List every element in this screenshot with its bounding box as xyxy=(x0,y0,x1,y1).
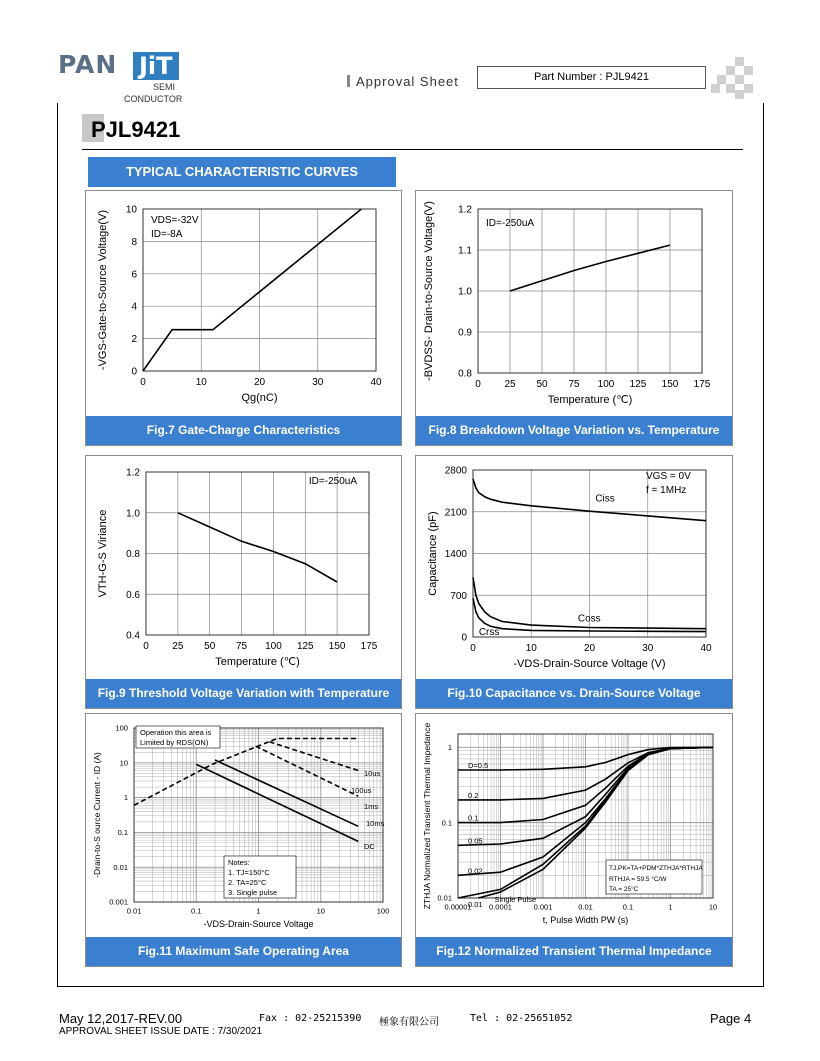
x-tick-label: 75 xyxy=(236,641,248,652)
fig7-caption: Fig.7 Gate-Charge Characteristics xyxy=(86,416,401,445)
series-label: 10ms xyxy=(366,819,385,828)
fig10-capacitance-chart xyxy=(416,456,732,679)
annotation: ID=-250uA xyxy=(486,218,535,229)
x-tick-label: 125 xyxy=(629,379,647,390)
annotation: ID=-250uA xyxy=(308,476,357,487)
y-axis-label: -BVDSS- Drain-to-Source Voltage(V) xyxy=(423,201,435,381)
x-tick-label: 0.0001 xyxy=(489,902,512,912)
x-tick-label: 75 xyxy=(568,379,580,390)
x-tick-label: 50 xyxy=(204,641,216,652)
annotation: 1. TJ=150°C xyxy=(228,868,270,877)
x-tick-label: 0.01 xyxy=(126,906,142,916)
x-tick-label: 0 xyxy=(475,379,481,390)
y-tick-label: 0.001 xyxy=(109,897,128,907)
y-tick-label: 10 xyxy=(119,758,128,768)
fig8-panel xyxy=(415,190,733,446)
x-tick-label: 100 xyxy=(597,379,615,390)
y-tick-label: 0 xyxy=(461,632,467,644)
x-tick-label: 25 xyxy=(172,641,184,652)
x-axis-label: Temperature (℃) xyxy=(547,394,633,406)
x-tick-label: 0.00001 xyxy=(444,902,472,912)
x-tick-label: 0.1 xyxy=(191,906,202,916)
x-tick-label: 125 xyxy=(296,641,314,652)
approval-sheet-label: Approval Sheet xyxy=(347,74,459,89)
fig10-caption: Fig.10 Capacitance vs. Drain-Source Voltage xyxy=(416,679,732,708)
x-tick-label: 100 xyxy=(265,641,282,652)
y-tick-label: 0.6 xyxy=(126,589,140,601)
y-tick-label: 1.2 xyxy=(458,204,472,216)
fig10-panel xyxy=(415,455,733,709)
x-tick-label: 0 xyxy=(470,643,476,654)
footer-page-number: Page 4 xyxy=(710,1011,752,1026)
series-label: 100us xyxy=(351,786,372,795)
series-label: 0.1 xyxy=(468,813,479,823)
series-label: 0.05 xyxy=(468,836,483,846)
y-tick-label: 0.8 xyxy=(126,549,140,560)
y-tick-label: 0 xyxy=(131,366,137,378)
series-label: Crss xyxy=(478,627,500,639)
y-tick-label: 1.0 xyxy=(458,286,472,298)
y-tick-label: 6 xyxy=(131,269,137,281)
x-tick-label: 1 xyxy=(668,902,673,912)
x-tick-label: 20 xyxy=(253,377,266,388)
x-tick-label: 20 xyxy=(583,643,596,654)
annotation: TA = 25°C xyxy=(609,886,639,893)
y-tick-label: 1 xyxy=(447,742,452,752)
x-tick-label: 1 xyxy=(256,906,261,916)
x-tick-label: 0.01 xyxy=(578,902,593,912)
x-tick-label: 30 xyxy=(642,643,654,654)
y-tick-label: 10 xyxy=(125,204,137,216)
series-label: Single Pulse xyxy=(494,895,537,904)
fig9-panel xyxy=(85,455,402,709)
y-tick-label: 0.1 xyxy=(117,828,128,838)
series-line xyxy=(510,245,670,291)
footer-fax: Fax : 02-25215390 xyxy=(259,1013,362,1024)
y-tick-label: 0.9 xyxy=(458,327,472,339)
logo-conductor: CONDUCTOR xyxy=(124,94,183,104)
y-tick-label: 2800 xyxy=(444,465,467,477)
annotation: 3. Single pulse xyxy=(228,888,278,897)
series-line xyxy=(134,739,358,806)
fig12-caption: Fig.12 Normalized Transient Thermal Impedance xyxy=(416,937,732,966)
fig11-caption: Fig.11 Maximum Safe Operating Area xyxy=(86,937,401,966)
fig9-caption: Fig.9 Threshold Voltage Variation with Temperature xyxy=(86,679,401,708)
checker-decoration xyxy=(711,57,753,99)
series-label: DC xyxy=(364,842,375,851)
annotation: RTHJA = 59.5 °C/W xyxy=(609,876,667,883)
x-tick-label: 175 xyxy=(360,641,378,652)
y-tick-label: 1.2 xyxy=(126,467,140,479)
fig8-caption: Fig.8 Breakdown Voltage Variation vs. Temperature xyxy=(416,416,732,445)
x-axis-label: Qg(nC) xyxy=(241,392,278,404)
y-tick-label: 8 xyxy=(131,236,137,248)
fig7-gate-charge-chart xyxy=(86,191,401,416)
fig12-thermal-impedance-chart xyxy=(416,714,732,937)
y-tick-label: 1.1 xyxy=(458,245,472,257)
x-tick-label: 150 xyxy=(328,641,346,652)
x-tick-label: 150 xyxy=(661,379,679,390)
series-label: Coss xyxy=(577,613,601,625)
y-axis-label: -VGS-Gate-to-Source Voltage(V) xyxy=(97,209,109,371)
panjit-logo xyxy=(58,50,188,108)
x-tick-label: 0.1 xyxy=(622,902,634,912)
y-tick-label: 700 xyxy=(450,590,467,602)
fig8-breakdown-voltage-chart xyxy=(416,191,732,416)
annotation: Notes: xyxy=(228,858,250,867)
y-tick-label: 4 xyxy=(131,301,137,313)
y-tick-label: 0.8 xyxy=(458,368,472,380)
x-tick-label: 10 xyxy=(195,377,207,388)
series-label: 0.2 xyxy=(468,790,479,800)
annotation: 2. TA=25°C xyxy=(228,878,267,887)
x-tick-label: 25 xyxy=(504,379,516,390)
series-line xyxy=(215,760,358,826)
logo-pan: PAN xyxy=(58,50,118,79)
x-axis-label: Temperature (℃) xyxy=(215,656,300,668)
series-label: 1ms xyxy=(364,802,379,811)
x-axis-label: -VDS-Drain-Source Voltage xyxy=(203,919,314,929)
series-label: Ciss xyxy=(595,493,615,505)
x-tick-label: 10 xyxy=(708,902,718,912)
page-title: PJL9421 xyxy=(91,117,181,142)
annotation: f = 1MHz xyxy=(646,485,687,496)
x-tick-label: 175 xyxy=(693,379,711,390)
annotation: VGS = 0V xyxy=(646,471,691,482)
fig11-panel xyxy=(85,713,402,967)
series-label: 0.02 xyxy=(468,866,483,876)
title-rule xyxy=(82,149,743,150)
y-axis-label: VTH-G-S Viriance xyxy=(97,509,109,598)
annotation: ID=-8A xyxy=(151,229,183,240)
footer-date-rev: May 12,2017-REV.00 xyxy=(59,1011,183,1026)
x-tick-label: 40 xyxy=(700,643,712,654)
section-heading: TYPICAL CHARACTERISTIC CURVES xyxy=(88,157,396,187)
annotation: TJ,PK=TA+PDM*ZTHJA*RTHJA xyxy=(609,865,703,872)
annotation: Operation this area is xyxy=(140,728,212,737)
y-axis-label: Capacitance (pF) xyxy=(427,511,439,596)
x-tick-label: 40 xyxy=(370,377,382,388)
y-tick-label: 1.0 xyxy=(126,508,140,520)
fig9-threshold-voltage-chart xyxy=(86,456,401,679)
series-label: D=0.5 xyxy=(468,760,489,770)
x-axis-label: t, Pulse Width PW (s) xyxy=(542,915,629,925)
part-number-box: Part Number : PJL9421 xyxy=(477,66,706,89)
y-tick-label: 0.01 xyxy=(113,862,128,872)
x-tick-label: 0.001 xyxy=(533,902,553,912)
x-tick-label: 100 xyxy=(376,906,390,916)
y-tick-label: 100 xyxy=(115,723,128,733)
y-tick-label: 1400 xyxy=(444,549,467,560)
x-tick-label: 10 xyxy=(316,906,325,916)
y-axis-label: -Drain-to-S ource Current - ID (A) xyxy=(92,752,102,878)
annotation: VDS=-32V xyxy=(151,215,199,226)
logo-semi: SEMI xyxy=(153,82,176,92)
x-tick-label: 0 xyxy=(140,377,146,388)
footer-company: 極象有限公司 xyxy=(379,1017,439,1028)
series-label: 0.01 xyxy=(468,900,483,909)
fig7-panel xyxy=(85,190,402,446)
x-tick-label: 30 xyxy=(312,377,324,388)
logo-jit: JiT xyxy=(133,52,179,80)
series-label: 10us xyxy=(364,769,381,778)
fig11-safe-operating-area-chart xyxy=(86,714,401,937)
annotation: Limited by RDS(ON) xyxy=(140,738,209,747)
x-tick-label: 10 xyxy=(525,643,537,654)
y-tick-label: 2100 xyxy=(444,507,467,519)
y-axis-label: ZTHJA Normalized Transient Thermal Impedance xyxy=(422,722,432,910)
fig12-panel xyxy=(415,713,733,967)
footer-issue-date: APPROVAL SHEET ISSUE DATE : 7/30/2021 xyxy=(59,1026,263,1037)
x-axis-label: -VDS-Drain-Source Voltage (V) xyxy=(513,658,666,670)
series-line xyxy=(178,513,337,582)
x-tick-label: 0 xyxy=(143,641,149,652)
y-tick-label: 0.1 xyxy=(441,818,452,828)
y-tick-label: 1 xyxy=(123,793,128,803)
y-tick-label: 0.4 xyxy=(126,630,140,642)
x-tick-label: 50 xyxy=(536,379,548,390)
y-tick-label: 0.01 xyxy=(437,893,452,903)
footer-tel: Tel : 02-25651052 xyxy=(470,1013,573,1024)
y-tick-label: 2 xyxy=(131,334,137,346)
